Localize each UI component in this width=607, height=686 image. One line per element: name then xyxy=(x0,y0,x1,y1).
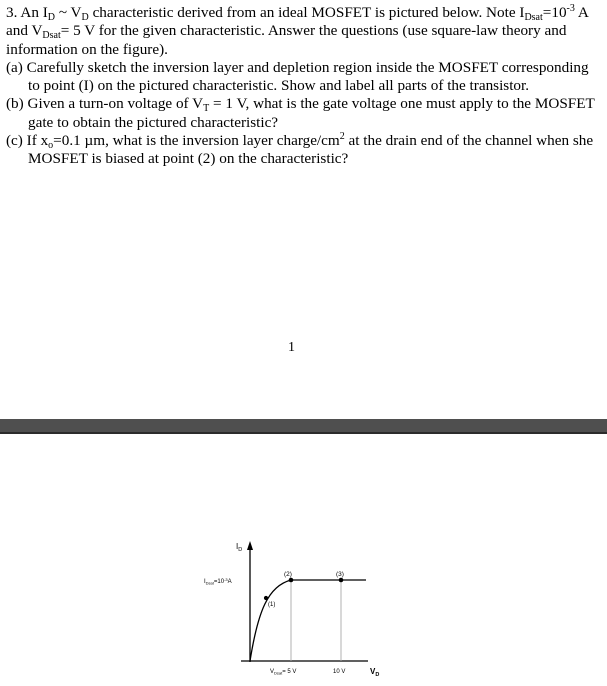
page-number: 1 xyxy=(288,340,295,355)
point-3-marker xyxy=(339,578,344,583)
part-b: (b) Given a turn-on voltage of $V_T = 1$ V, what is the gate voltage one must apply to the MOSFET gate to obtain the pictured characteristic? xyxy=(6,95,595,131)
x-axis-label: $V_D$ xyxy=(370,667,380,678)
point-3-label: (3) xyxy=(336,571,344,578)
linear-region-curve xyxy=(250,580,291,661)
idsat-label: $I_{Dsat}=10^{-3}A$ xyxy=(204,577,232,586)
point-2-label: (2) xyxy=(284,571,292,578)
y-axis-label: $I_D$ xyxy=(236,542,243,553)
part-c: (c) If $x_o=0.1$ µm, what is the inversion layer charge/$cm^2$ at the drain end of the channel when she MOSFET is biased at point (2) on the characteristic? xyxy=(6,131,594,168)
point-2-marker xyxy=(289,578,294,583)
part-a: (a) Carefully sketch the inversion layer and depletion region inside the MOSFET corresponding to point (I) on the pictured characteristic. Show and label all parts of the transistor. xyxy=(6,58,589,95)
y-axis-arrow xyxy=(247,541,253,550)
point-1-marker xyxy=(264,596,268,600)
problem-intro: 3. An $I_D$ ~ $V_D$ characteristic derived from an ideal MOSFET is pictured below. Note $I_{Dsat}=10^{-3}$ A and $V_{Dsat}= 5$ V for the given characteristic. Answer the questions (use square-law theory and information on the figure). xyxy=(6,3,588,58)
vdsat-label: $V_{Dsat}= 5$ V xyxy=(270,669,297,676)
ten-volt-label: 10 V xyxy=(333,669,346,675)
point-1-label: (1) xyxy=(268,602,276,608)
